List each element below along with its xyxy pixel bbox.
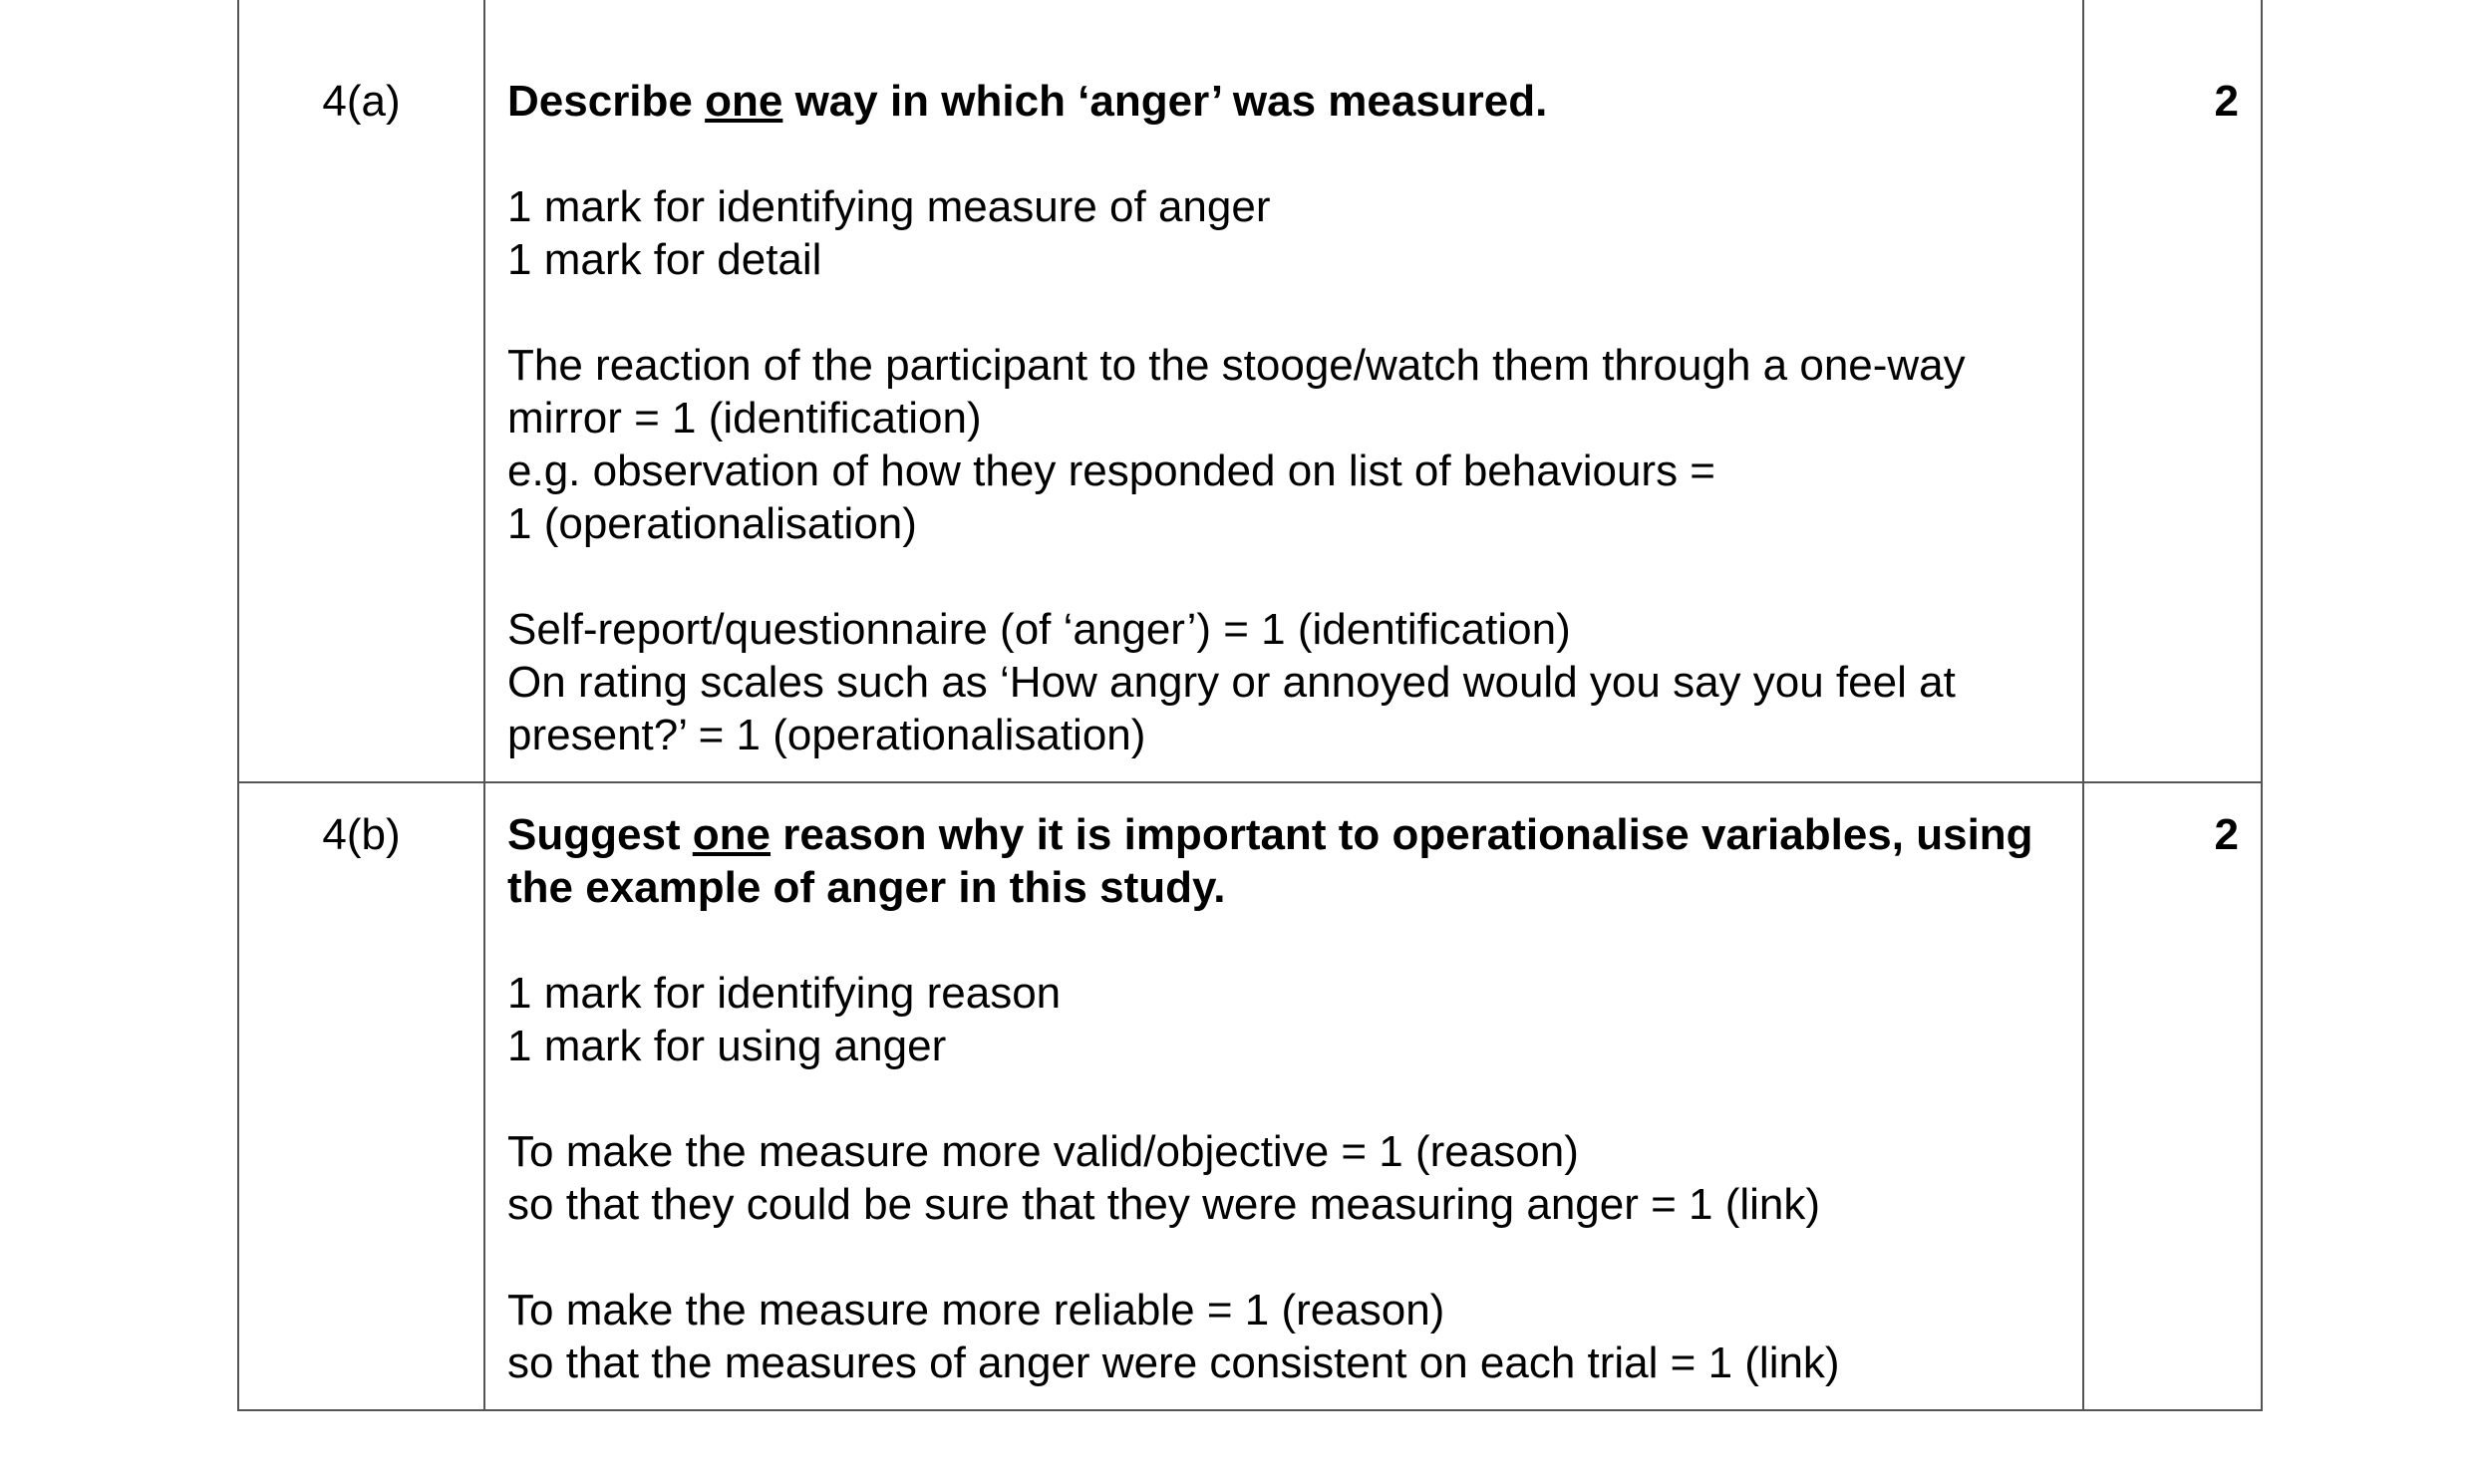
criterion-line: 1 mark for detail	[507, 235, 822, 284]
question-underlined-word: one	[692, 810, 772, 859]
answer-line: so that the measures of anger were consistent on each trial = 1 (link)	[507, 1338, 1840, 1387]
answer-cell	[484, 782, 2083, 1410]
question-text	[507, 75, 2058, 128]
criterion-line: 1 mark for identifying measure of anger	[507, 182, 1271, 231]
model-answer	[507, 339, 2058, 550]
criterion-line: 1 mark for identifying reason	[507, 969, 1062, 1018]
answer-line: To make the measure more valid/objective = 1 (reason)	[507, 1127, 1579, 1176]
marks-value: 2	[2083, 782, 2262, 1410]
question-number: 4(a)	[238, 0, 484, 782]
question-underlined-word: one	[705, 77, 783, 126]
question-suffix: way in which ‘anger’ was measured.	[782, 77, 1548, 126]
mark-scheme-table	[237, 0, 2263, 1411]
model-answer	[507, 603, 2058, 761]
model-answer	[507, 1125, 2058, 1231]
mark-criteria	[507, 180, 2058, 286]
question-number: 4(b)	[238, 782, 484, 1410]
answer-line: so that they could be sure that they were measuring anger = 1 (link)	[507, 1180, 1821, 1229]
question-text	[507, 808, 2058, 914]
answer-line: e.g. observation of how they responded on list of behaviours =	[507, 446, 1715, 495]
mark-criteria	[507, 967, 2058, 1072]
answer-line: Self-report/questionnaire (of ‘anger’) = 1 (identification)	[507, 605, 1571, 654]
answer-cell	[484, 0, 2083, 782]
answer-line: 1 (operationalisation)	[507, 499, 917, 548]
answer-line: To make the measure more reliable = 1 (reason)	[507, 1286, 1445, 1335]
marks-value: 2	[2083, 0, 2262, 782]
question-prefix: Describe	[507, 77, 706, 126]
criterion-line: 1 mark for using anger	[507, 1022, 947, 1070]
question-suffix: reason why it is important to operationalise variables, using the example of anger in this study.	[507, 810, 2033, 912]
answer-line: The reaction of the participant to the stooge/watch them through a one-way mirror = 1 (identification)	[507, 341, 1966, 443]
answer-line: On rating scales such as ‘How angry or annoyed would you say you feel at present?’ = 1 (operationalisation)	[507, 658, 1956, 759]
question-prefix: Suggest	[507, 810, 693, 859]
question-row-4a	[238, 0, 2262, 782]
question-row-4b	[238, 782, 2262, 1410]
model-answer	[507, 1284, 2058, 1389]
